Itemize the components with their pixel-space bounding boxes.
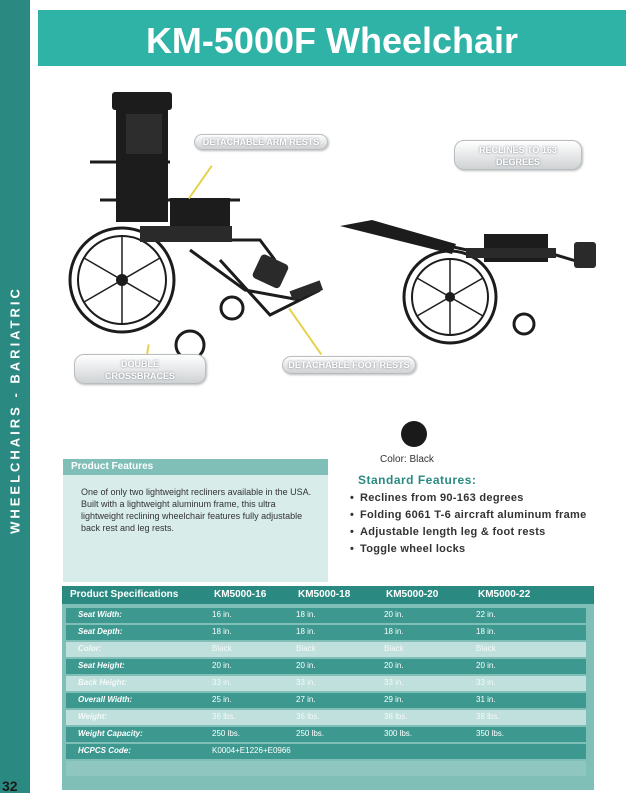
cell: 27 in.: [296, 695, 316, 704]
list-item: • Reclines from 90-163 degrees: [350, 490, 590, 507]
cell: 18 in.: [296, 627, 316, 636]
specifications-title: Product Specifications: [70, 589, 179, 600]
cell: 18 in.: [476, 627, 496, 636]
cell: 36 lbs.: [212, 712, 236, 721]
model-header: KM5000-22: [478, 589, 531, 600]
row-label: HCPCS Code:: [78, 746, 131, 755]
table-row: [66, 676, 586, 691]
row-label: Weight:: [78, 712, 108, 721]
page-title: KM-5000F Wheelchair: [145, 20, 519, 61]
row-label: Overall Width:: [78, 695, 133, 704]
cell: 25 in.: [212, 695, 232, 704]
table-row: [66, 625, 586, 640]
callout-foot-rests: DETACHABLE FOOT RESTS: [282, 356, 416, 374]
specifications-header: [62, 586, 594, 604]
cell: 20 in.: [476, 661, 496, 670]
cell: 18 in.: [384, 627, 404, 636]
model-header: KM5000-18: [298, 589, 351, 600]
product-features-text: One of only two lightweight recliners available in the USA. Built with a lightweight aluminum frame, this ultra lightweight reclining wheelchair features fully adjustable back rest and leg rests.: [81, 487, 312, 533]
cell: 16 in.: [212, 610, 232, 619]
row-label: Seat Height:: [78, 661, 125, 670]
cell: 22 in.: [476, 610, 496, 619]
wheelchair-upright-image: [60, 90, 330, 362]
model-header: KM5000-16: [214, 589, 267, 600]
cell: 20 in.: [212, 661, 232, 670]
row-label: Seat Width:: [78, 610, 122, 619]
table-row-empty: [66, 761, 586, 776]
cell: 33 in.: [296, 678, 316, 687]
wheelchair-reclined-image: [336, 192, 606, 357]
cell: 38 lbs.: [476, 712, 500, 721]
cell: 31 in.: [476, 695, 496, 704]
callout-arm-rests: DETACHABLE ARM RESTS: [194, 134, 328, 150]
model-header: KM5000-20: [386, 589, 439, 600]
table-row: [66, 642, 586, 657]
cell: 20 in.: [296, 661, 316, 670]
product-features-box: [63, 459, 328, 582]
sidebar-category-label: WHEELCHAIRS - BARIATRIC: [7, 286, 23, 534]
cell: Black: [476, 644, 496, 653]
table-row: [66, 608, 586, 623]
product-photos: [40, 82, 626, 402]
standard-features-list: [350, 490, 590, 558]
row-label: Weight Capacity:: [78, 729, 143, 738]
cell: 33 in.: [384, 678, 404, 687]
row-label: Color:: [78, 644, 102, 653]
product-features-title: Product Features: [63, 459, 328, 475]
cell: Black: [212, 644, 232, 653]
cell: 250 lbs.: [296, 729, 325, 738]
cell: 20 in.: [384, 610, 404, 619]
cell: K0004+E1226+E0966: [212, 746, 291, 755]
cell: 300 lbs.: [384, 729, 413, 738]
table-row: [66, 693, 586, 708]
color-swatch: [401, 421, 427, 447]
page-number: 32: [2, 778, 18, 794]
cell: 29 in.: [384, 695, 404, 704]
row-label: Seat Depth:: [78, 627, 123, 636]
cell: 18 in.: [296, 610, 316, 619]
callout-reclines: RECLINES TO 163 DEGREES: [454, 140, 582, 170]
table-row: [66, 727, 586, 742]
list-item: • Toggle wheel locks: [350, 541, 590, 558]
sidebar: [0, 0, 30, 793]
table-row: [66, 744, 586, 759]
cell: 18 in.: [212, 627, 232, 636]
cell: 38 lbs.: [384, 712, 408, 721]
table-row: [66, 710, 586, 725]
title-banner: [38, 10, 626, 66]
color-label: Color: Black: [380, 454, 434, 465]
cell: 20 in.: [384, 661, 404, 670]
cell: 250 lbs.: [212, 729, 241, 738]
specifications-table: [62, 586, 594, 790]
list-item: • Adjustable length leg & foot rests: [350, 524, 590, 541]
cell: 33 in.: [476, 678, 496, 687]
cell: 36 lbs.: [296, 712, 320, 721]
list-item: • Folding 6061 T-6 aircraft aluminum frame: [350, 507, 590, 524]
row-label: Back Height:: [78, 678, 127, 687]
callout-crossbraces: DOUBLE CROSSBRACES: [74, 354, 206, 384]
cell: 33 in.: [212, 678, 232, 687]
cell: Black: [384, 644, 404, 653]
standard-features-title: Standard Features:: [358, 473, 477, 487]
cell: Black: [296, 644, 316, 653]
table-row: [66, 659, 586, 674]
cell: 350 lbs.: [476, 729, 505, 738]
